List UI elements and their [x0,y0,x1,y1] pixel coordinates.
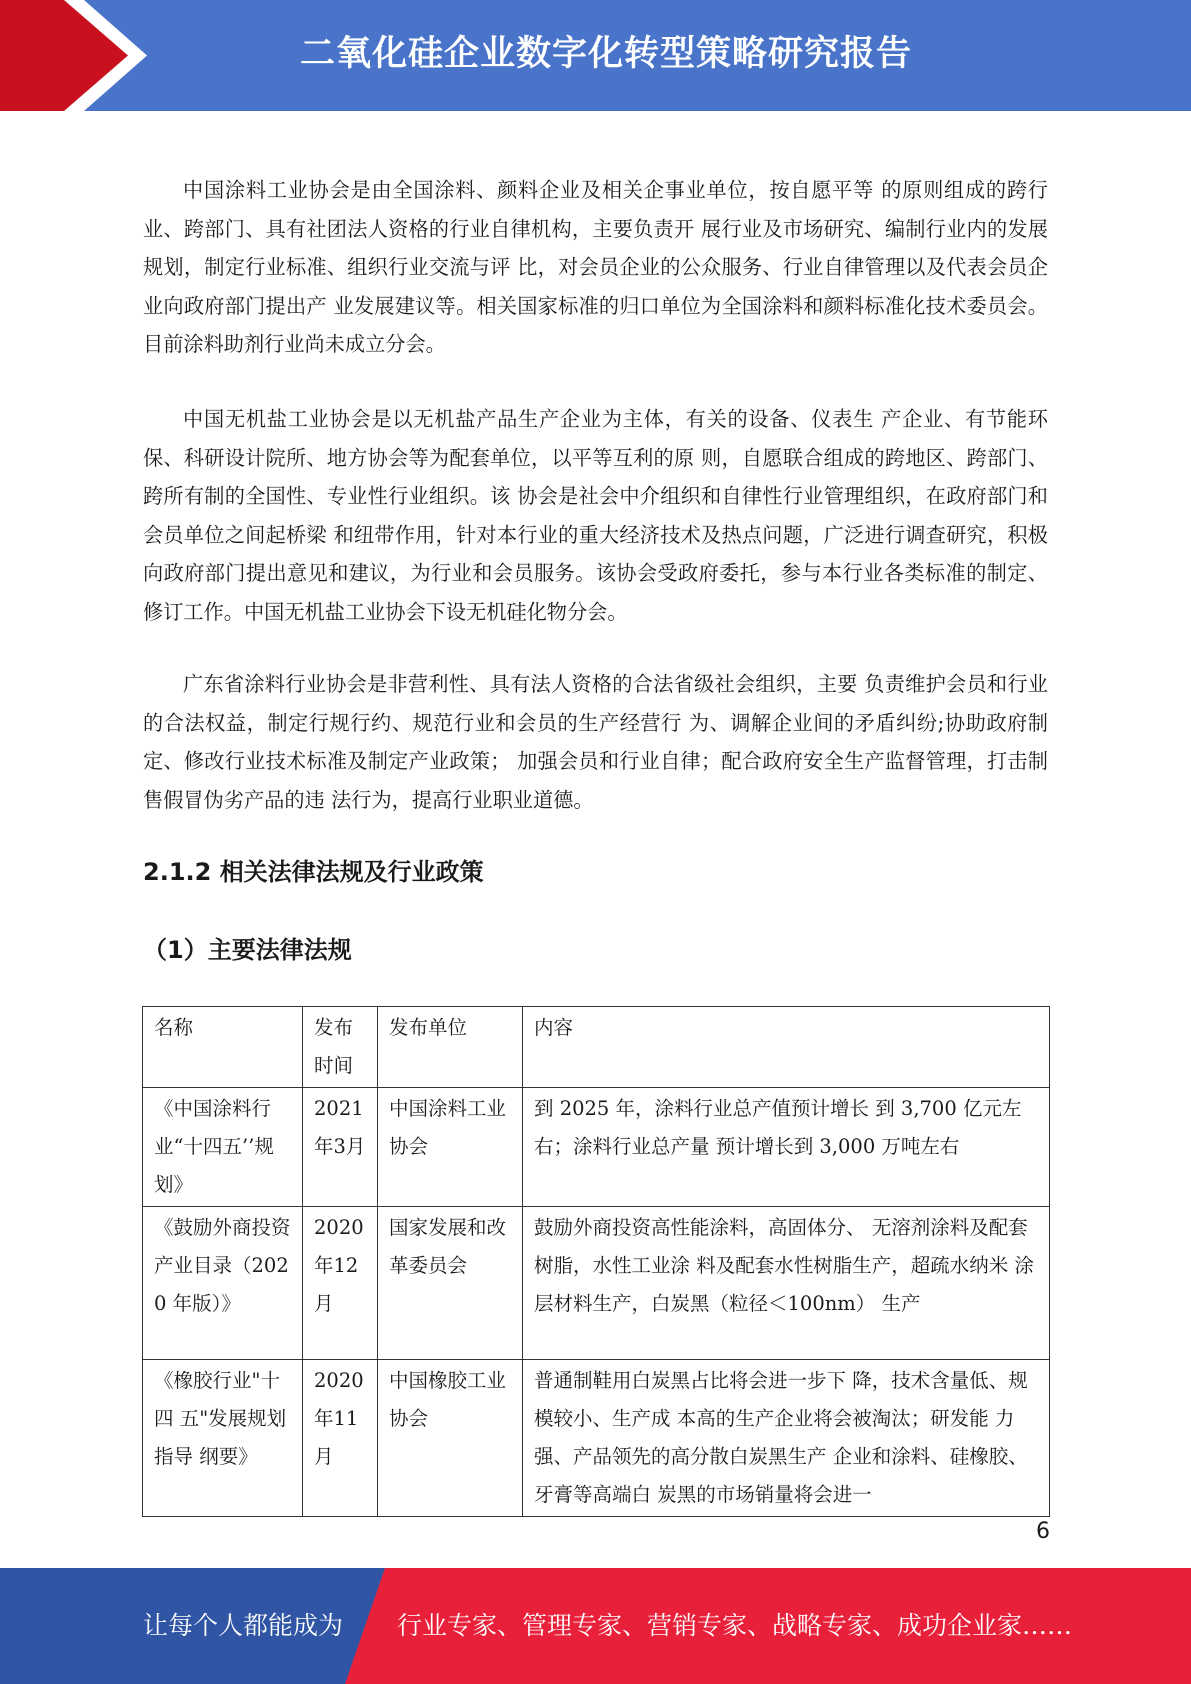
table-cell-content: 普通制鞋用白炭黑占比将会进一步下 降，技术含量低、规模较小、生产成 本高的生产企业将会被淘汰；研发能 力强、产品领先的高分散白炭黑生产 企业和涂料、硅橡胶、牙膏等高端白 炭黑的市场销量将会进一 [523,1360,1050,1517]
table-row [143,1088,1050,1207]
table-cell-name: 《橡胶行业"十四 五"发展规划指导 纲要》 [143,1360,303,1517]
table-row [143,1207,1050,1360]
paragraph-guangdong-association: 广东省涂料行业协会是非营利性、具有法人资格的合法省级社会组织，主要 负责维护会员和行业的合法权益，制定行规行约、规范行业和会员的生产经营行 为、调解企业间的矛盾纠纷;协助政府制定、修改行业技术标准及制定产业政策； 加强会员和行业自律；配合政府安全生产监督管理，打击制售假冒伪劣产品的违 法行为，提高行业职业道德。 [143,672,1048,812]
table-cell-publisher: 中国橡胶工业 协会 [378,1360,523,1517]
table-cell-publisher: 国家发展和改 革委员会 [378,1207,523,1360]
header-red-arrow [0,0,150,111]
sub-heading: （1）主要法律法规 [143,936,352,964]
table-header-cell: 发布时间 [303,1007,378,1088]
table-cell-content: 鼓励外商投资高性能涂料，高固体分、 无溶剂涂料及配套树脂，水性工业涂 料及配套水性树脂生产，超疏水纳米 涂层材料生产，白炭黑（粒径＜100nm） 生产 [523,1207,1050,1360]
table-row [143,1360,1050,1517]
table-header-cell: 内容 [523,1007,1050,1088]
footer-slogan-right: 行业专家、管理专家、营销专家、战略专家、成功企业家…… [397,1611,1073,1640]
paragraph-coatings-association: 中国涂料工业协会是由全国涂料、颜料企业及相关企事业单位，按自愿平等 的原则组成的跨行业、跨部门、具有社团法人资格的行业自律机构，主要负责开 展行业及市场研究、编制行业内的发展规划，制定行业标准、组织行业交流与评 比，对会员企业的公众服务、行业自律管理以及代表会员企业向政府部门提出产 业发展建议等。相关国家标准的归口单位为全国涂料和颜料标准化技术委员会。 目前涂料助剂行业尚未成立分会。 [143,178,1048,356]
table-cell-publisher: 中国涂料工业 协会 [378,1088,523,1207]
page-footer [0,1568,1191,1684]
footer-slogan-left: 让每个人都能成为 [143,1611,344,1640]
table-cell-date: 2020年11月 [303,1360,378,1517]
table-header-cell: 名称 [143,1007,303,1088]
table-header-cell: 发布单位 [378,1007,523,1088]
table-cell-name: 《鼓励外商投资 产业目录（2020 年版）》 [143,1207,303,1360]
table-cell-date: 2021年3月 [303,1088,378,1207]
section-heading: 2.1.2 相关法律法规及行业政策 [143,858,484,886]
page-header [0,0,1191,111]
table-cell-date: 2020年12月 [303,1207,378,1360]
regulations-table [142,1006,1050,1517]
page-number: 6 [1036,1519,1050,1544]
table-header-row [143,1007,1050,1088]
table-cell-content: 到 2025 年，涂料行业总产值预计增长 到 3,700 亿元左右；涂料行业总产量 预计增长到 3,000 万吨左右 [523,1088,1050,1207]
table-cell-name: 《中国涂料行业“十四五’’规划》 [143,1088,303,1207]
report-title: 二氧化硅企业数字化转型策略研究报告 [300,34,913,74]
paragraph-inorganic-salt-association: 中国无机盐工业协会是以无机盐产品生产企业为主体，有关的设备、仪表生 产企业、有节能环保、科研设计院所、地方协会等为配套单位，以平等互利的原 则，自愿联合组成的跨地区、跨部门、跨所有制的全国性、专业性行业组织。该 协会是社会中介组织和自律性行业管理组织，在政府部门和会员单位之间起桥梁 和纽带作用，针对本行业的重大经济技术及热点问题，广泛进行调查研究，积极 向政府部门提出意见和建议，为行业和会员服务。该协会受政府委托，参与本行业各类标准的制定、修订工作。中国无机盐工业协会下设无机硅化物分会。 [143,407,1048,624]
